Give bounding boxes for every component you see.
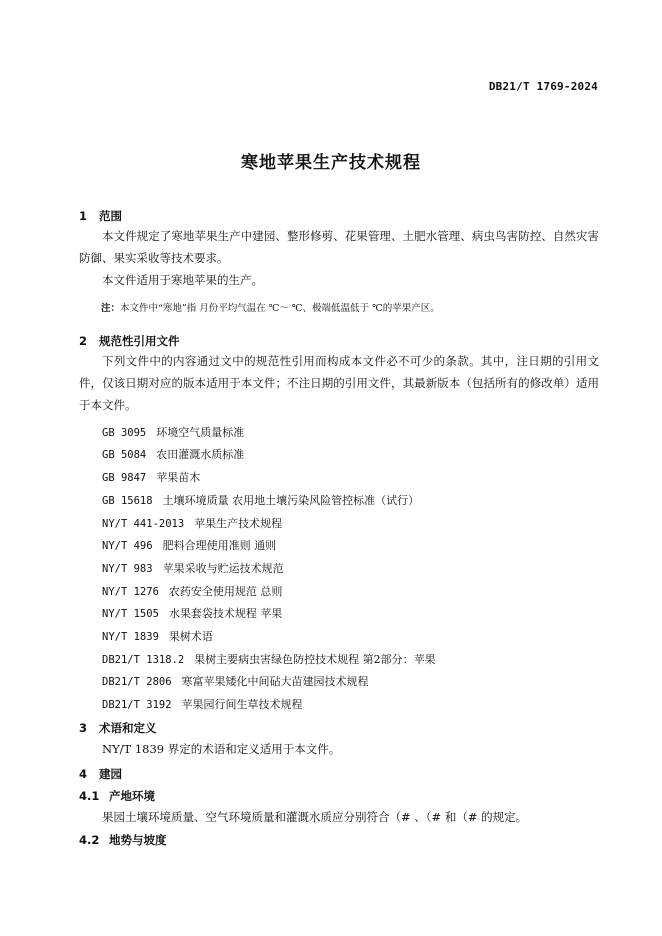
subsection-title: 地势与坡度 [109, 833, 167, 847]
reference-item [102, 583, 282, 599]
reference-code: DB21/T 1318.2 [102, 654, 185, 666]
section-4-heading [79, 766, 122, 782]
terms-paragraph: NY/T 1839 界定的术语和定义适用于本文件。 [102, 742, 341, 756]
reference-code: NY/T 1505 [102, 608, 159, 620]
scope-applicability: 本文件适用于寒地苹果的生产。 [102, 273, 263, 287]
document-title: 寒地苹果生产技术规程 [241, 153, 421, 173]
section-number: 1 [79, 209, 88, 223]
reference-item [102, 515, 282, 531]
reference-name: 农田灌溉水质标准 [156, 448, 245, 461]
reference-name: 水果套袋技术规程 苹果 [168, 607, 283, 620]
section-number: 4 [79, 767, 88, 781]
reference-code: NY/T 496 [102, 540, 153, 552]
section-number: 3 [79, 721, 88, 735]
section-title: 范围 [99, 209, 122, 223]
scope-note [101, 300, 440, 314]
reference-code: GB 5084 [102, 449, 147, 461]
section-title: 术语和定义 [99, 721, 157, 735]
reference-code: DB21/T 3192 [102, 699, 172, 711]
reference-item [102, 651, 436, 667]
scope-paragraph: 本文件规定了寒地苹果生产中建园、整形修剪、花果管理、土肥水管理、病虫鸟害防控、自然灾害防御、果实采收等技术要求。 [79, 229, 599, 265]
reference-name: 果树术语 [168, 630, 213, 643]
reference-code: GB 15618 [102, 495, 153, 507]
reference-item [102, 492, 419, 508]
reference-name: 寒富苹果矮化中间砧大苗建园技术规程 [181, 675, 369, 688]
reference-item [102, 696, 303, 712]
subsection-title: 产地环境 [109, 789, 155, 803]
subsection-4-1-heading [79, 788, 155, 804]
reference-code: NY/T 1839 [102, 631, 159, 643]
reference-name: 果树主要病虫害绿色防控技术规程 第2部分：苹果 [194, 653, 436, 666]
reference-name: 苹果园行间生草技术规程 [181, 698, 303, 711]
reference-item [102, 605, 282, 621]
document-code: DB21/T 1769-2024 [488, 80, 598, 93]
reference-name: 苹果苗木 [156, 471, 201, 484]
reference-item [102, 469, 200, 485]
reference-code: NY/T 1276 [102, 586, 159, 598]
reference-code: GB 3095 [102, 427, 147, 439]
reference-name: 环境空气质量标准 [156, 426, 245, 439]
subsection-4-2-heading [79, 832, 167, 848]
section-1-heading [79, 208, 122, 224]
reference-name: 土壤环境质量 农用地土壤污染风险管控标准（试行） [162, 494, 420, 507]
reference-name: 农药安全使用规范 总则 [168, 585, 283, 598]
subsection-number: 4.2 [79, 833, 100, 847]
normative-references-paragraph: 下列文件中的内容通过文中的规范性引用而构成本文件必不可少的条款。其中，注日期的引用文件，仅该日期对应的版本适用于本文件；不注日期的引用文件，其最新版本（包括所有的修改单）适用于本文件。 [79, 354, 599, 412]
section-number: 2 [79, 334, 88, 348]
section-3-heading [79, 720, 157, 736]
reference-code: NY/T 983 [102, 563, 153, 575]
reference-item [102, 673, 369, 689]
subsection-number: 4.1 [79, 789, 100, 803]
environment-paragraph: 果园土壤环境质量、空气环境质量和灌溉水质应分别符合（# 、（# 和（# 的规定。 [102, 810, 528, 824]
reference-name: 苹果生产技术规程 [194, 517, 283, 530]
note-text: 本文件中“寒地”指 月份平均气温在 ℃～ ℃、极端低温低于 ℃的苹果产区。 [120, 303, 440, 314]
reference-item [102, 446, 244, 462]
reference-name: 肥料合理使用准则 通则 [162, 539, 277, 552]
section-2-heading [79, 333, 180, 349]
reference-item [102, 628, 213, 644]
reference-item [102, 424, 244, 440]
reference-item [102, 537, 276, 553]
reference-code: GB 9847 [102, 472, 147, 484]
section-title: 建园 [99, 767, 122, 781]
reference-code: NY/T 441-2013 [102, 518, 185, 530]
reference-code: DB21/T 2806 [102, 676, 172, 688]
note-label: 注： [101, 303, 121, 314]
reference-item [102, 560, 284, 576]
reference-name: 苹果采收与贮运技术规范 [162, 562, 284, 575]
section-title: 规范性引用文件 [99, 334, 180, 348]
